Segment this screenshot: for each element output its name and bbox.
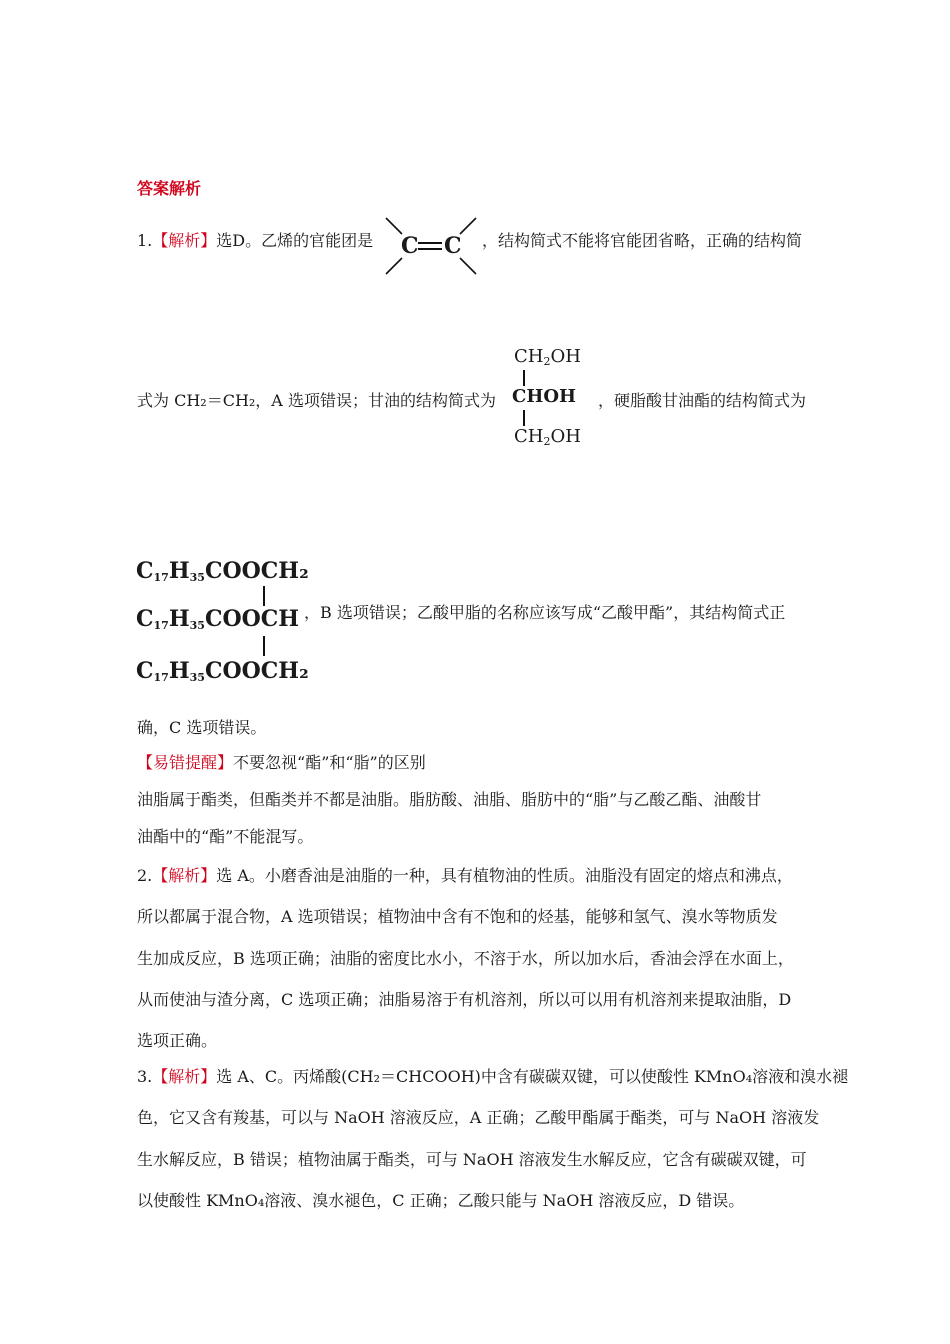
stearin-bond-bottom bbox=[263, 636, 265, 656]
q1-line1-b: ，结构简式不能将官能团省略，正确的结构简 bbox=[482, 231, 803, 250]
section-title: 答案解析 bbox=[137, 179, 202, 198]
q1-tag: 【解析】 bbox=[152, 231, 217, 250]
q1-line3: ，B 选项错误；乙酸甲脂的名称应该写成“乙酸甲酯”，其结构简式正 bbox=[304, 603, 786, 622]
alkene-bonds bbox=[382, 214, 480, 278]
q1-line1-a: 选D。乙烯的官能团是 bbox=[216, 231, 374, 250]
q2-line4: 从而使油与渣分离，C 选项正确；油脂易溶于有机溶剂，所以可以用有机溶剂来提取油脂，D bbox=[137, 990, 792, 1009]
q2-line3: 生加成反应，B 选项正确；油脂的密度比水小，不溶于水，所以加水后，香油会浮在水面上， bbox=[137, 949, 794, 968]
q2-line1: 2.【解析】选 A。小磨香油是油脂的一种，具有植物油的性质。油脂没有固定的熔点和沸点， bbox=[137, 866, 793, 885]
glycerol-bond-top bbox=[523, 370, 525, 386]
tip-heading bbox=[137, 752, 426, 774]
q2-number: 2. bbox=[137, 866, 153, 885]
tip-head: 不要忽视“酯”和“脂”的区别 bbox=[233, 753, 426, 772]
q1-line2-a: 式为 CH₂＝CH₂，A 选项错误；甘油的结构简式为 bbox=[137, 391, 496, 410]
q1-line4: 确，C 选项错误。 bbox=[137, 718, 267, 737]
q3-line3: 生水解反应，B 错误；植物油属于酯类，可与 NaOH 溶液发生水解反应，它含有碳碳双键，可 bbox=[137, 1150, 807, 1169]
stearin-row-1: $C_{17}H_{35}COOCH_2$ bbox=[136, 558, 309, 584]
tip-line1: 油脂属于酯类，但酯类并不都是油脂。脂肪酸、油脂、脂肪中的“脂”与乙酸乙酯、油酸甘 bbox=[137, 790, 762, 809]
q2-line2: 所以都属于混合物，A 选项错误；植物油中含有不饱和的烃基，能够和氢气、溴水等物质发 bbox=[137, 907, 778, 926]
alkene-right-carbon: C bbox=[444, 233, 462, 259]
q1-number: 1. bbox=[137, 231, 153, 250]
q3-line2: 色，它又含有羧基，可以与 NaOH 溶液反应，A 正确；乙酸甲酯属于酯类，可与 NaOH 溶液发 bbox=[137, 1108, 820, 1127]
glycerol-bottom: $CH_2OH$ bbox=[514, 426, 581, 448]
q3-line4: 以使酸性 KMnO₄溶液、溴水褪色，C 正确；乙酸只能与 NaOH 溶液反应，D 错误。 bbox=[137, 1191, 745, 1210]
q1-line2-b: ，硬脂酸甘油酯的结构简式为 bbox=[598, 391, 807, 410]
glycerol-bond-bottom bbox=[523, 410, 525, 426]
stearin-row-3: $C_{17}H_{35}COOCH_2$ bbox=[136, 658, 309, 684]
q1-line1 bbox=[137, 230, 373, 252]
tip-line2: 油酯中的“酯”不能混写。 bbox=[137, 827, 314, 846]
q3-line1: 3.【解析】选 A、C。丙烯酸(CH₂＝CHCOOH)中含有碳碳双键，可以使酸性 KMnO₄溶液和溴水褪 bbox=[137, 1067, 849, 1086]
q3-number: 3. bbox=[137, 1067, 153, 1086]
tip-tag: 【易错提醒】 bbox=[137, 753, 234, 772]
alkene-structure bbox=[382, 214, 480, 278]
q2-line5: 选项正确。 bbox=[137, 1031, 218, 1050]
glycerol-mid: CHOH bbox=[512, 386, 577, 407]
glycerol-top: $CH_2OH$ bbox=[514, 346, 581, 368]
stearin-bond-top bbox=[263, 586, 265, 606]
q3-tag: 【解析】 bbox=[152, 1067, 217, 1086]
glycerol-structure bbox=[512, 346, 592, 452]
alkene-left-carbon: C bbox=[401, 233, 419, 259]
stearin-structure bbox=[136, 558, 309, 690]
q2-tag: 【解析】 bbox=[152, 866, 217, 885]
stearin-row-2: $C_{17}H_{35}COOCH$ bbox=[136, 606, 300, 632]
